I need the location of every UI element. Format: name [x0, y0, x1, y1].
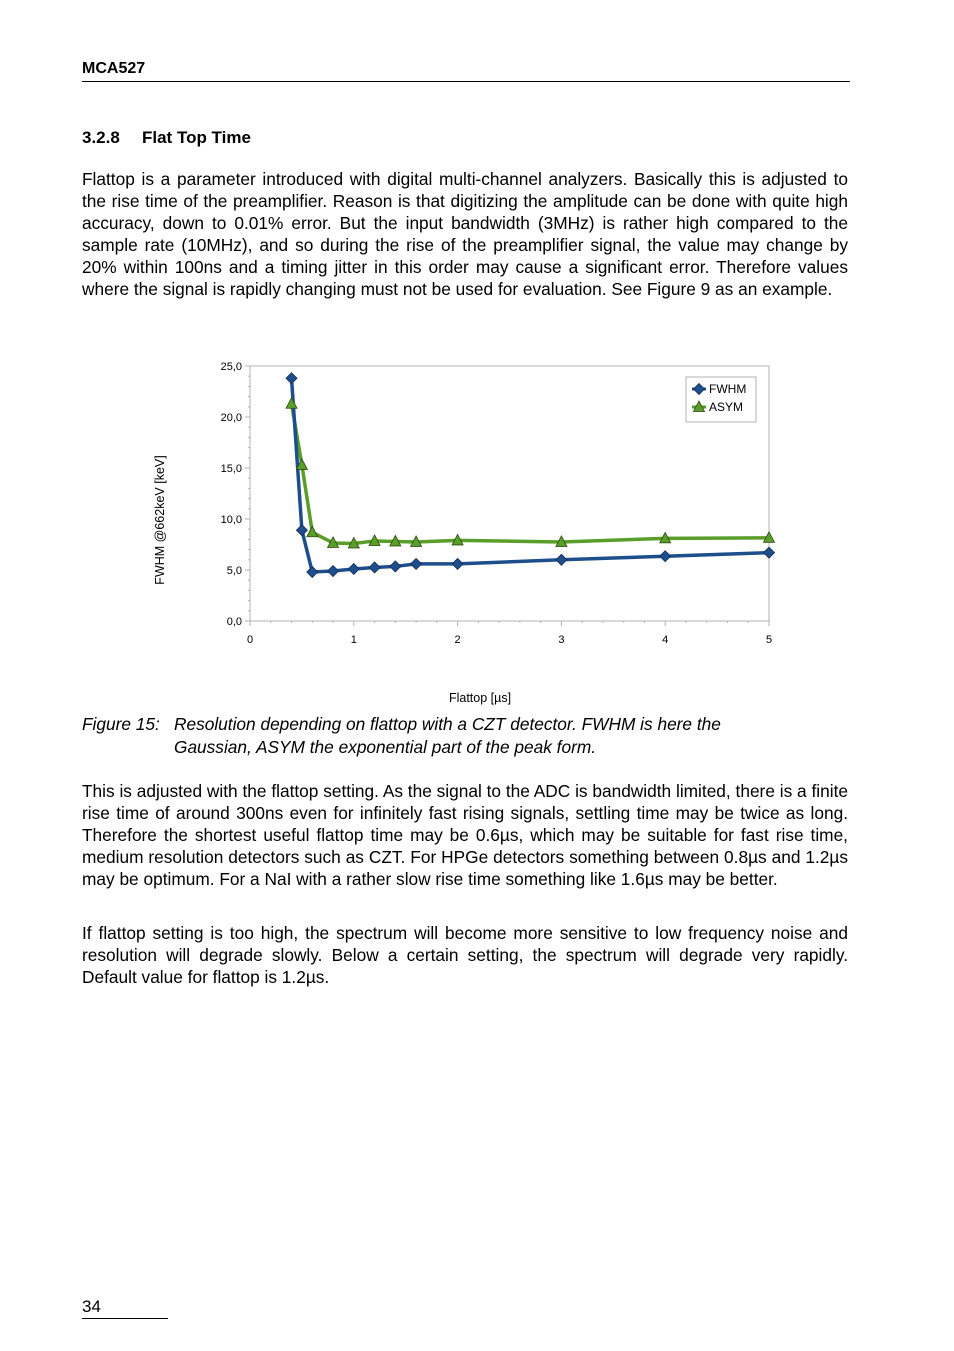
caption-line2: Gaussian, ASYM the exponential part of the peak form.	[174, 737, 597, 757]
x-tick-label: 4	[662, 634, 669, 646]
y-tick-label: 15,0	[220, 463, 242, 475]
paragraph-intro: Flattop is a parameter introduced with digital multi-channel analyzers. Basically this is adjusted to the rise time of the preamplifier. Reason is that digitizing the amplitude can be done with quite high accuracy, down to 0.01% error. But the input bandwidth (3MHz) is rather high compared to the sample rate (10MHz), and so during the rise of the preamplifier signal, the value may change by 20% within 100ns and a timing jitter in this order may cause a significant error. Therefore values where the signal is rapidly changing must not be used for evaluation. See Figure 9 as an example.	[82, 169, 848, 299]
x-axis-label: Flattop [µs]	[448, 691, 512, 705]
data-point-asym	[307, 526, 318, 537]
series-line-asym	[292, 404, 769, 544]
page-header	[82, 60, 850, 82]
y-tick-label: 25,0	[220, 361, 242, 373]
x-tick-label: 5	[765, 634, 773, 646]
y-tick-label: 20,0	[220, 412, 242, 424]
data-point-asym	[286, 398, 297, 409]
data-point-fwhm	[369, 562, 380, 573]
section-heading	[82, 128, 251, 148]
y-axis-label: FWHM @662keV [keV]	[153, 455, 167, 585]
y-tick-label: 10,0	[220, 514, 242, 526]
data-point-fwhm	[286, 373, 297, 384]
data-point-fwhm	[348, 563, 359, 574]
legend-label-asym: ASYM	[709, 400, 744, 414]
page-number: 34	[82, 1297, 101, 1316]
data-point-fwhm	[556, 554, 567, 565]
page-footer	[82, 1297, 168, 1319]
data-point-fwhm	[296, 525, 307, 536]
section-title: Flat Top Time	[142, 128, 251, 147]
x-tick-label: 3	[558, 634, 565, 646]
x-tick-label: 0	[246, 634, 254, 646]
data-point-fwhm	[660, 551, 671, 562]
caption-line1: Resolution depending on flattop with a CZT detector. FWHM is here the	[174, 714, 721, 734]
x-tick-label: 1	[350, 634, 357, 646]
figure-caption	[82, 713, 848, 759]
data-point-fwhm	[390, 561, 401, 572]
x-tick-label: 2	[454, 634, 461, 646]
y-tick-label: 5,0	[226, 565, 242, 577]
caption-label: Figure 15:	[82, 714, 160, 734]
paragraph-default: If flattop setting is too high, the spectrum will become more sensitive to low frequency noise and resolution will degrade slowly. Below a certain setting, the spectrum will degrade very rapidly. Default value for flattop is 1.2µs.	[82, 923, 848, 987]
data-point-fwhm	[411, 558, 422, 569]
paragraph-adjustment: This is adjusted with the flattop setting. As the signal to the ADC is bandwidth limited, there is a finite rise time of around 300ns even for infinitely fast rising signals, settling time may be twice as long. Therefore the shortest useful flattop time may be 0.6µs, which may be suitable for fast rise time, medium resolution detectors such as CZT. For HPGe detectors something between 0.8µs and 1.2µs may be optimum. For a NaI with a rather slow rise time something like 1.6µs may be better.	[82, 781, 848, 889]
data-point-fwhm	[764, 547, 775, 558]
legend-label-fwhm: FWHM	[709, 382, 747, 396]
data-point-fwhm	[452, 558, 463, 569]
section-number: 3.2.8	[82, 128, 120, 147]
chart-figure	[140, 350, 800, 715]
data-point-fwhm	[328, 566, 339, 577]
header-title: MCA527	[82, 60, 146, 77]
data-point-fwhm	[307, 567, 318, 578]
resolution-chart	[140, 350, 800, 715]
y-tick-label: 0,0	[226, 616, 242, 628]
